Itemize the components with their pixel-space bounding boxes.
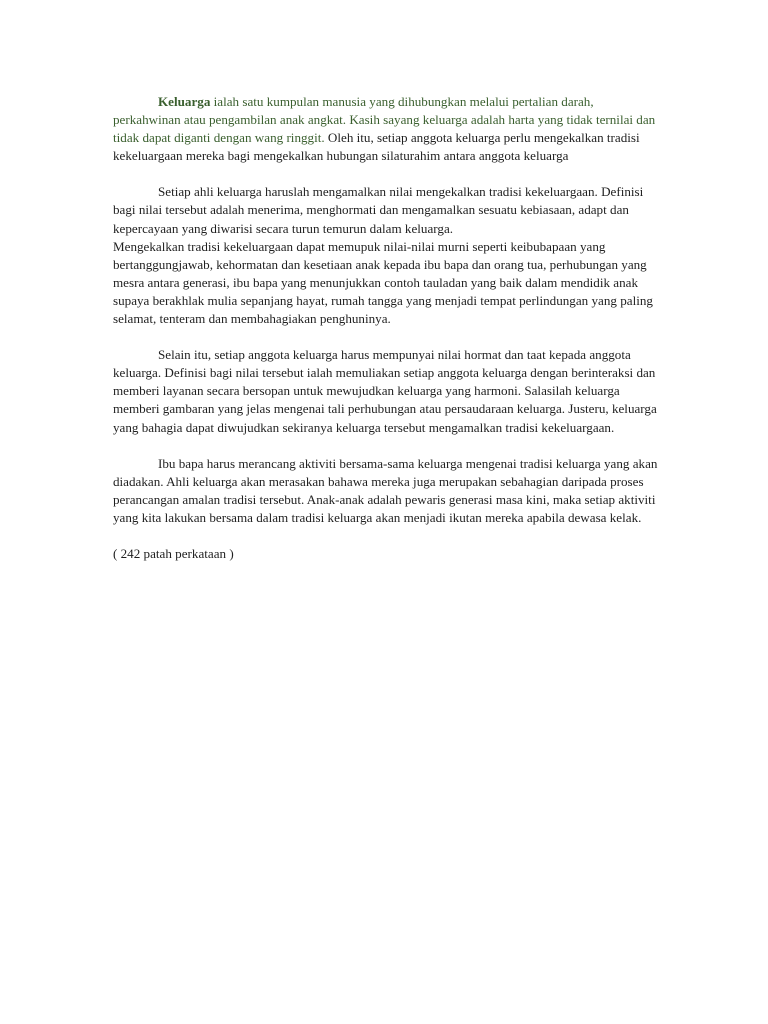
keyword-keluarga: Keluarga [158, 94, 211, 109]
word-count: ( 242 patah perkataan ) [113, 545, 234, 561]
paragraph-4 [113, 455, 658, 527]
paragraph-3 [113, 346, 658, 436]
paragraph-2a-text: Setiap ahli keluarga haruslah mengamalkan nilai mengekalkan tradisi kekeluargaan. Definisi bagi nilai tersebut adalah menerima, menghormati dan mengamalkan sesuatu kebiasaan, adapt dan kepercayaan yang diwarisi secara turun temurun dalam keluarga. [113, 184, 644, 236]
paragraph-1-highlight: ialah satu kumpulan manusia yang dihubungkan melalui pertalian darah, perkahwinan atau pengambilan anak angkat. Kasih sayang keluarga adalah harta yang tidak ternilai dan tidak dapat diganti dengan wang ringgit. [113, 94, 656, 146]
paragraph-4-text: Ibu bapa harus merancang aktiviti bersama-sama keluarga mengenai tradisi keluarga yang akan diadakan. Ahli keluarga akan merasakan bahawa mereka juga merupakan sebahagian daripada proses perancangan amalan tradisi tersebut. Anak-anak adalah pewaris generasi masa kini, maka setiap aktiviti yang kita lakukan bersama dalam tradisi keluarga akan menjadi ikutan mereka apabila dewasa kelak. [113, 455, 658, 525]
paragraph-2b-text: Mengekalkan tradisi kekeluargaan dapat memupuk nilai-nilai murni seperti keibubapaan yang bertanggungjawab, kehormatan dan kesetiaan anak kepada ibu bapa dan orang tua, perhubungan yang mesra antara generasi, ibu bapa yang menunjukkan contoh tauladan yang baik dalam mendidik anak supaya berakhlak mulia sepanjang hayat, rumah tangga yang menjadi tempat perlindungan yang paling selamat, tenteram dan membahagiakan penghuninya. [113, 238, 653, 327]
paragraph-1 [113, 93, 658, 165]
paragraph-1-rest: Oleh itu, setiap anggota keluarga perlu mengekalkan tradisi kekeluargaan mereka bagi mengekalkan hubungan silaturahim antara anggota keluarga [113, 130, 640, 164]
paragraph-2a [113, 183, 658, 237]
document-body [113, 93, 658, 581]
paragraph-2b [113, 238, 658, 328]
paragraph-3-text: Selain itu, setiap anggota keluarga harus mempunyai nilai hormat dan taat kepada anggota keluarga. Definisi bagi nilai tersebut ialah memuliakan setiap anggota keluarga dengan berinteraksi dan memberi layanan secara bersopan untuk mewujudkan keluarga yang harmoni. Salasilah keluarga memberi gambaran yang jelas mengenai tali perhubungan atau persaudaraan keluarga. Justeru, keluarga yang bahagia dapat diwujudkan sekiranya keluarga tersebut mengamalkan tradisi kekeluargaan. [113, 347, 657, 435]
